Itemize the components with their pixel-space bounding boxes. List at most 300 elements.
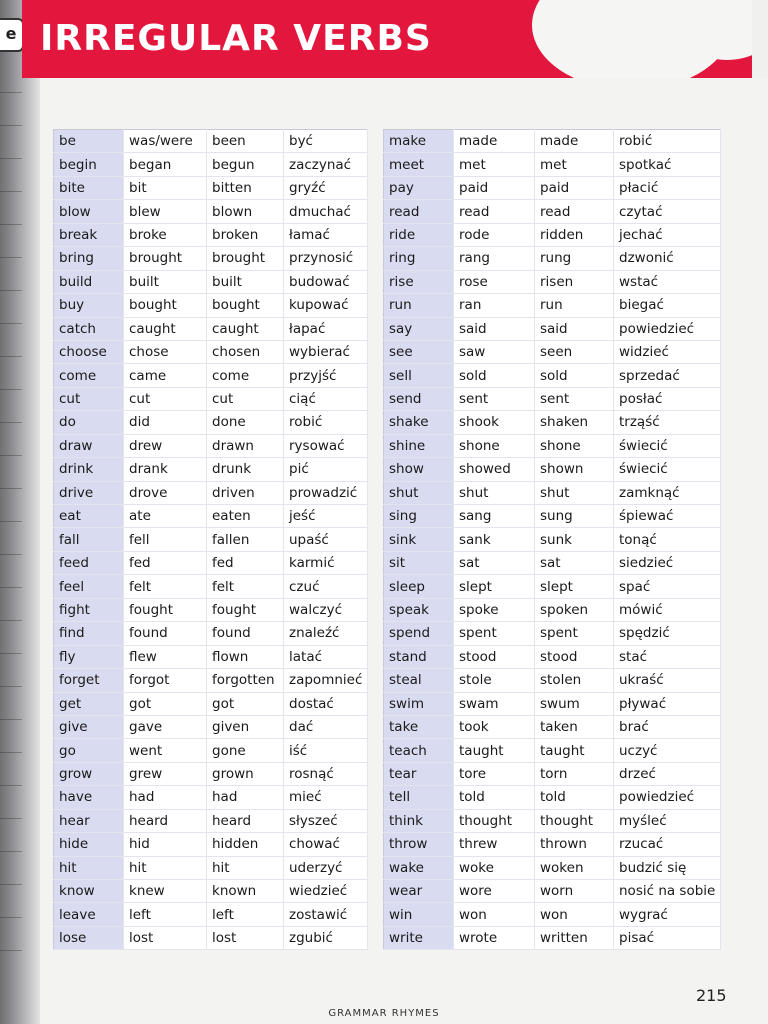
base-form: eat <box>54 505 124 528</box>
polish-translation: prowadzić <box>284 481 368 504</box>
base-form: meet <box>384 153 454 176</box>
verb-row <box>384 387 721 410</box>
polish-translation: budować <box>284 270 368 293</box>
verb-row <box>384 739 721 762</box>
base-form: pay <box>384 176 454 199</box>
verb-row <box>384 692 721 715</box>
past-participle: sold <box>535 364 614 387</box>
base-form: make <box>384 130 454 153</box>
verb-row <box>54 739 368 762</box>
verb-row <box>384 903 721 926</box>
base-form: read <box>384 200 454 223</box>
verb-row <box>384 200 721 223</box>
past-simple: broke <box>124 223 207 246</box>
section-tab: e <box>0 18 24 52</box>
past-simple: drove <box>124 481 207 504</box>
base-form: forget <box>54 669 124 692</box>
past-simple: sat <box>454 551 535 574</box>
polish-translation: walczyć <box>284 598 368 621</box>
base-form: win <box>384 903 454 926</box>
verb-row <box>54 270 368 293</box>
polish-translation: zamknąć <box>614 481 721 504</box>
past-simple: said <box>454 317 535 340</box>
base-form: wake <box>384 856 454 879</box>
past-participle: shone <box>535 434 614 457</box>
polish-translation: sprzedać <box>614 364 721 387</box>
base-form: come <box>54 364 124 387</box>
past-simple: met <box>454 153 535 176</box>
base-form: leave <box>54 903 124 926</box>
base-form: see <box>384 340 454 363</box>
past-simple: thought <box>454 809 535 832</box>
verb-row <box>54 833 368 856</box>
past-simple: heard <box>124 809 207 832</box>
past-participle: chosen <box>207 340 284 363</box>
verb-row <box>384 270 721 293</box>
polish-translation: dmuchać <box>284 200 368 223</box>
polish-translation: spędzić <box>614 622 721 645</box>
base-form: rise <box>384 270 454 293</box>
past-simple: rode <box>454 223 535 246</box>
verb-row <box>54 669 368 692</box>
polish-translation: posłać <box>614 387 721 410</box>
base-form: build <box>54 270 124 293</box>
page-header-banner <box>22 0 752 78</box>
past-participle: built <box>207 270 284 293</box>
verb-row <box>54 903 368 926</box>
past-participle: left <box>207 903 284 926</box>
past-simple: felt <box>124 575 207 598</box>
past-simple: left <box>124 903 207 926</box>
verb-row <box>54 809 368 832</box>
past-participle: gone <box>207 739 284 762</box>
past-participle: risen <box>535 270 614 293</box>
polish-translation: jeść <box>284 505 368 528</box>
verb-row <box>54 786 368 809</box>
past-participle: eaten <box>207 505 284 528</box>
polish-translation: robić <box>614 130 721 153</box>
polish-translation: zostawić <box>284 903 368 926</box>
verb-row <box>384 340 721 363</box>
base-form: sell <box>384 364 454 387</box>
past-simple: did <box>124 411 207 434</box>
base-form: swim <box>384 692 454 715</box>
verb-row <box>384 575 721 598</box>
polish-translation: czuć <box>284 575 368 598</box>
polish-translation: słyszeć <box>284 809 368 832</box>
past-participle: hidden <box>207 833 284 856</box>
polish-translation: widzieć <box>614 340 721 363</box>
base-form: give <box>54 715 124 738</box>
polish-translation: mieć <box>284 786 368 809</box>
verb-row <box>384 317 721 340</box>
past-simple: blew <box>124 200 207 223</box>
past-participle: brought <box>207 247 284 270</box>
past-simple: chose <box>124 340 207 363</box>
past-simple: wrote <box>454 926 535 949</box>
past-simple: stole <box>454 669 535 692</box>
polish-translation: wybierać <box>284 340 368 363</box>
verb-row <box>54 598 368 621</box>
past-participle: bought <box>207 294 284 317</box>
polish-translation: dać <box>284 715 368 738</box>
polish-translation: upaść <box>284 528 368 551</box>
polish-translation: uderzyć <box>284 856 368 879</box>
polish-translation: łamać <box>284 223 368 246</box>
polish-translation: płacić <box>614 176 721 199</box>
past-simple: fell <box>124 528 207 551</box>
verb-row <box>384 669 721 692</box>
past-simple: paid <box>454 176 535 199</box>
verb-row <box>54 481 368 504</box>
past-participle: swum <box>535 692 614 715</box>
verb-row <box>54 505 368 528</box>
past-participle: sunk <box>535 528 614 551</box>
past-participle: forgotten <box>207 669 284 692</box>
past-participle: caught <box>207 317 284 340</box>
base-form: find <box>54 622 124 645</box>
base-form: hide <box>54 833 124 856</box>
base-form: throw <box>384 833 454 856</box>
base-form: sing <box>384 505 454 528</box>
base-form: run <box>384 294 454 317</box>
base-form: lose <box>54 926 124 949</box>
verb-row <box>384 153 721 176</box>
past-simple: woke <box>454 856 535 879</box>
base-form: go <box>54 739 124 762</box>
polish-translation: zgubić <box>284 926 368 949</box>
base-form: tear <box>384 762 454 785</box>
polish-translation: myśleć <box>614 809 721 832</box>
base-form: ride <box>384 223 454 246</box>
past-participle: won <box>535 903 614 926</box>
base-form: hear <box>54 809 124 832</box>
base-form: sit <box>384 551 454 574</box>
past-participle: thought <box>535 809 614 832</box>
verb-row <box>384 551 721 574</box>
past-simple: bought <box>124 294 207 317</box>
past-participle: sung <box>535 505 614 528</box>
polish-translation: gryźć <box>284 176 368 199</box>
polish-translation: rysować <box>284 434 368 457</box>
base-form: fight <box>54 598 124 621</box>
polish-translation: mówić <box>614 598 721 621</box>
polish-translation: iść <box>284 739 368 762</box>
past-simple: had <box>124 786 207 809</box>
past-participle: heard <box>207 809 284 832</box>
verb-row <box>384 176 721 199</box>
past-participle: made <box>535 130 614 153</box>
past-simple: spent <box>454 622 535 645</box>
base-form: know <box>54 880 124 903</box>
past-simple: forgot <box>124 669 207 692</box>
past-participle: said <box>535 317 614 340</box>
past-simple: cut <box>124 387 207 410</box>
verb-row <box>54 176 368 199</box>
verb-row <box>54 575 368 598</box>
verb-row <box>54 223 368 246</box>
past-participle: drawn <box>207 434 284 457</box>
past-simple: stood <box>454 645 535 668</box>
polish-translation: budzić się <box>614 856 721 879</box>
verb-row <box>54 622 368 645</box>
past-simple: shook <box>454 411 535 434</box>
base-form: catch <box>54 317 124 340</box>
past-participle: ridden <box>535 223 614 246</box>
base-form: sink <box>384 528 454 551</box>
past-participle: been <box>207 130 284 153</box>
polish-translation: być <box>284 130 368 153</box>
polish-translation: powiedzieć <box>614 317 721 340</box>
past-simple: grew <box>124 762 207 785</box>
past-simple: made <box>454 130 535 153</box>
polish-translation: latać <box>284 645 368 668</box>
base-form: drive <box>54 481 124 504</box>
past-participle: woken <box>535 856 614 879</box>
past-participle: done <box>207 411 284 434</box>
verb-table-left <box>53 129 368 950</box>
previous-page-edge <box>0 60 22 960</box>
past-participle: shut <box>535 481 614 504</box>
base-form: tell <box>384 786 454 809</box>
past-participle: rung <box>535 247 614 270</box>
base-form: blow <box>54 200 124 223</box>
base-form: bring <box>54 247 124 270</box>
verb-row <box>384 856 721 879</box>
verb-row <box>384 926 721 949</box>
past-simple: knew <box>124 880 207 903</box>
base-form: hit <box>54 856 124 879</box>
past-participle: found <box>207 622 284 645</box>
past-simple: threw <box>454 833 535 856</box>
past-participle: broken <box>207 223 284 246</box>
polish-translation: chować <box>284 833 368 856</box>
verb-row <box>54 434 368 457</box>
polish-translation: ukraść <box>614 669 721 692</box>
past-simple: hit <box>124 856 207 879</box>
past-participle: flown <box>207 645 284 668</box>
past-simple: tore <box>454 762 535 785</box>
verb-row <box>54 387 368 410</box>
polish-translation: świecić <box>614 458 721 481</box>
verb-row <box>54 294 368 317</box>
verb-row <box>384 598 721 621</box>
polish-translation: wiedzieć <box>284 880 368 903</box>
past-participle: fed <box>207 551 284 574</box>
verb-row <box>54 880 368 903</box>
polish-translation: robić <box>284 411 368 434</box>
polish-translation: łapać <box>284 317 368 340</box>
page-number: 215 <box>696 986 727 1005</box>
verb-row <box>54 926 368 949</box>
base-form: show <box>384 458 454 481</box>
verb-row <box>384 505 721 528</box>
past-simple: spoke <box>454 598 535 621</box>
verb-row <box>384 247 721 270</box>
verb-row <box>384 223 721 246</box>
past-participle: worn <box>535 880 614 903</box>
base-form: fly <box>54 645 124 668</box>
base-form: stand <box>384 645 454 668</box>
past-simple: shone <box>454 434 535 457</box>
verb-row <box>54 715 368 738</box>
base-form: speak <box>384 598 454 621</box>
past-participle: shown <box>535 458 614 481</box>
polish-translation: spotkać <box>614 153 721 176</box>
verb-row <box>54 856 368 879</box>
footer-label: GRAMMAR RHYMES <box>328 1008 440 1019</box>
past-participle: known <box>207 880 284 903</box>
past-simple: rose <box>454 270 535 293</box>
past-simple: sang <box>454 505 535 528</box>
verb-row <box>384 528 721 551</box>
past-participle: begun <box>207 153 284 176</box>
past-participle: spent <box>535 622 614 645</box>
polish-translation: stać <box>614 645 721 668</box>
past-simple: drew <box>124 434 207 457</box>
base-form: say <box>384 317 454 340</box>
past-participle: cut <box>207 387 284 410</box>
verb-row <box>54 458 368 481</box>
base-form: send <box>384 387 454 410</box>
past-participle: fallen <box>207 528 284 551</box>
verb-row <box>54 200 368 223</box>
polish-translation: czytać <box>614 200 721 223</box>
base-form: grow <box>54 762 124 785</box>
verb-row <box>384 786 721 809</box>
base-form: choose <box>54 340 124 363</box>
polish-translation: rzucać <box>614 833 721 856</box>
past-participle: sat <box>535 551 614 574</box>
verb-row <box>384 762 721 785</box>
base-form: be <box>54 130 124 153</box>
verb-row <box>384 481 721 504</box>
base-form: drink <box>54 458 124 481</box>
past-simple: shut <box>454 481 535 504</box>
past-simple: began <box>124 153 207 176</box>
polish-translation: świecić <box>614 434 721 457</box>
past-simple: saw <box>454 340 535 363</box>
polish-translation: pić <box>284 458 368 481</box>
polish-translation: spać <box>614 575 721 598</box>
polish-translation: dzwonić <box>614 247 721 270</box>
polish-translation: śpiewać <box>614 505 721 528</box>
past-participle: taken <box>535 715 614 738</box>
polish-translation: nosić na sobie <box>614 880 721 903</box>
past-simple: sank <box>454 528 535 551</box>
base-form: wear <box>384 880 454 903</box>
verb-row <box>384 880 721 903</box>
polish-translation: ciąć <box>284 387 368 410</box>
polish-translation: siedzieć <box>614 551 721 574</box>
base-form: take <box>384 715 454 738</box>
past-participle: taught <box>535 739 614 762</box>
past-simple: sent <box>454 387 535 410</box>
verb-row <box>384 434 721 457</box>
base-form: draw <box>54 434 124 457</box>
past-simple: took <box>454 715 535 738</box>
base-form: cut <box>54 387 124 410</box>
past-participle: blown <box>207 200 284 223</box>
polish-translation: jechać <box>614 223 721 246</box>
verb-row <box>54 551 368 574</box>
past-simple: taught <box>454 739 535 762</box>
past-participle: stolen <box>535 669 614 692</box>
polish-translation: przynosić <box>284 247 368 270</box>
past-simple: lost <box>124 926 207 949</box>
verb-row <box>384 458 721 481</box>
base-form: bite <box>54 176 124 199</box>
polish-translation: karmić <box>284 551 368 574</box>
polish-translation: tonąć <box>614 528 721 551</box>
past-participle: bitten <box>207 176 284 199</box>
past-simple: ran <box>454 294 535 317</box>
base-form: get <box>54 692 124 715</box>
polish-translation: wygrać <box>614 903 721 926</box>
verb-row <box>54 762 368 785</box>
polish-translation: brać <box>614 715 721 738</box>
past-participle: written <box>535 926 614 949</box>
past-participle: met <box>535 153 614 176</box>
past-simple: sold <box>454 364 535 387</box>
polish-translation: drzeć <box>614 762 721 785</box>
base-form: shine <box>384 434 454 457</box>
verb-row <box>54 645 368 668</box>
past-simple: found <box>124 622 207 645</box>
past-participle: driven <box>207 481 284 504</box>
base-form: steal <box>384 669 454 692</box>
base-form: feed <box>54 551 124 574</box>
polish-translation: rosnąć <box>284 762 368 785</box>
base-form: have <box>54 786 124 809</box>
verb-row <box>384 833 721 856</box>
verb-row <box>384 809 721 832</box>
verb-row <box>384 364 721 387</box>
past-participle: thrown <box>535 833 614 856</box>
verb-row <box>54 153 368 176</box>
past-simple: ate <box>124 505 207 528</box>
polish-translation: przyjść <box>284 364 368 387</box>
base-form: spend <box>384 622 454 645</box>
base-form: begin <box>54 153 124 176</box>
polish-translation: zapomnieć <box>284 669 368 692</box>
past-simple: was/were <box>124 130 207 153</box>
past-simple: got <box>124 692 207 715</box>
past-simple: drank <box>124 458 207 481</box>
past-simple: told <box>454 786 535 809</box>
past-participle: spoken <box>535 598 614 621</box>
base-form: do <box>54 411 124 434</box>
verb-row <box>54 411 368 434</box>
past-simple: wore <box>454 880 535 903</box>
base-form: teach <box>384 739 454 762</box>
past-simple: flew <box>124 645 207 668</box>
verb-row <box>384 622 721 645</box>
past-participle: had <box>207 786 284 809</box>
polish-translation: zaczynać <box>284 153 368 176</box>
polish-translation: dostać <box>284 692 368 715</box>
past-participle: stood <box>535 645 614 668</box>
polish-translation: znaleźć <box>284 622 368 645</box>
past-participle: got <box>207 692 284 715</box>
page-title: IRREGULAR VERBS <box>40 18 432 59</box>
past-participle: told <box>535 786 614 809</box>
verb-table-right <box>383 129 721 950</box>
verb-row <box>54 364 368 387</box>
past-participle: given <box>207 715 284 738</box>
verb-row <box>54 528 368 551</box>
past-participle: come <box>207 364 284 387</box>
